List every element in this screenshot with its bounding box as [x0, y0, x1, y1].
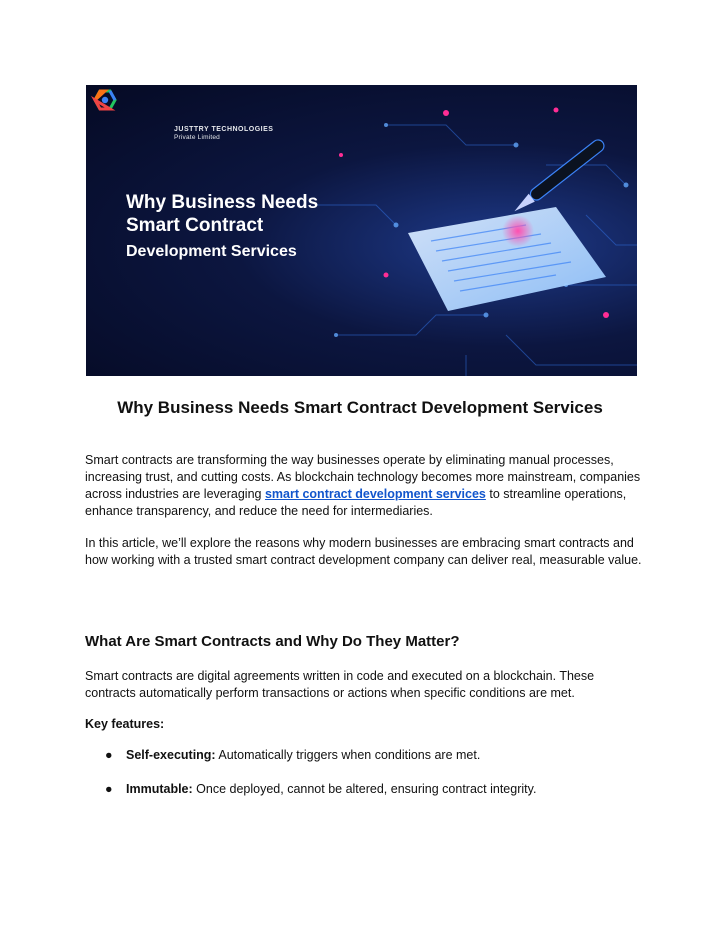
key-features-label: Key features: [85, 717, 165, 731]
banner-headline [126, 191, 318, 237]
bullet-dot-icon: ● [105, 748, 113, 762]
feature-term: Self-executing: [126, 748, 216, 762]
section-heading: What Are Smart Contracts and Why Do They Matter? [85, 633, 460, 650]
brand-title: JUSTTRY TECHNOLOGIES [174, 126, 274, 133]
feature-description: Automatically triggers when conditions are met. [215, 748, 481, 762]
hero-banner-image [86, 85, 637, 376]
banner-headline-line-2: Smart Contract [126, 215, 264, 236]
brand-subtitle: Private Limited [174, 134, 220, 142]
justtry-logo-icon [86, 85, 124, 115]
brand-name [174, 125, 273, 143]
intro-paragraph-1 [85, 452, 645, 520]
intro-text-after-link: to streamline operations, enhance transparency, and reduce the need for intermediaries. [85, 487, 627, 518]
intro-paragraph-2: In this article, we’ll explore the reasons why modern businesses are embracing smart contracts and how working with a trusted smart contract development company can deliver real, measurable value. [85, 536, 642, 567]
feature-term: Immutable: [126, 782, 193, 796]
page-title: Why Business Needs Smart Contract Development Services [117, 398, 603, 417]
banner-subheadline: Development Services [126, 243, 297, 260]
bullet-dot-icon: ● [105, 782, 113, 796]
smart-contract-services-link[interactable]: smart contract development services [264, 487, 486, 501]
section-paragraph: Smart contracts are digital agreements written in code and executed on a blockchain. These contracts automatically perform transactions or actions when specific conditions are met. [85, 669, 595, 700]
banner-headline-line-1: Why Business Needs [126, 192, 319, 213]
feature-description: Once deployed, cannot be altered, ensuring contract integrity. [192, 782, 537, 796]
intro-text-before-link: Smart contracts are transforming the way businesses operate by eliminating manual processes, increasing trust, and cutting costs. As blockchain technology becomes more mainstream, companies across industries are leveraging [85, 453, 641, 501]
